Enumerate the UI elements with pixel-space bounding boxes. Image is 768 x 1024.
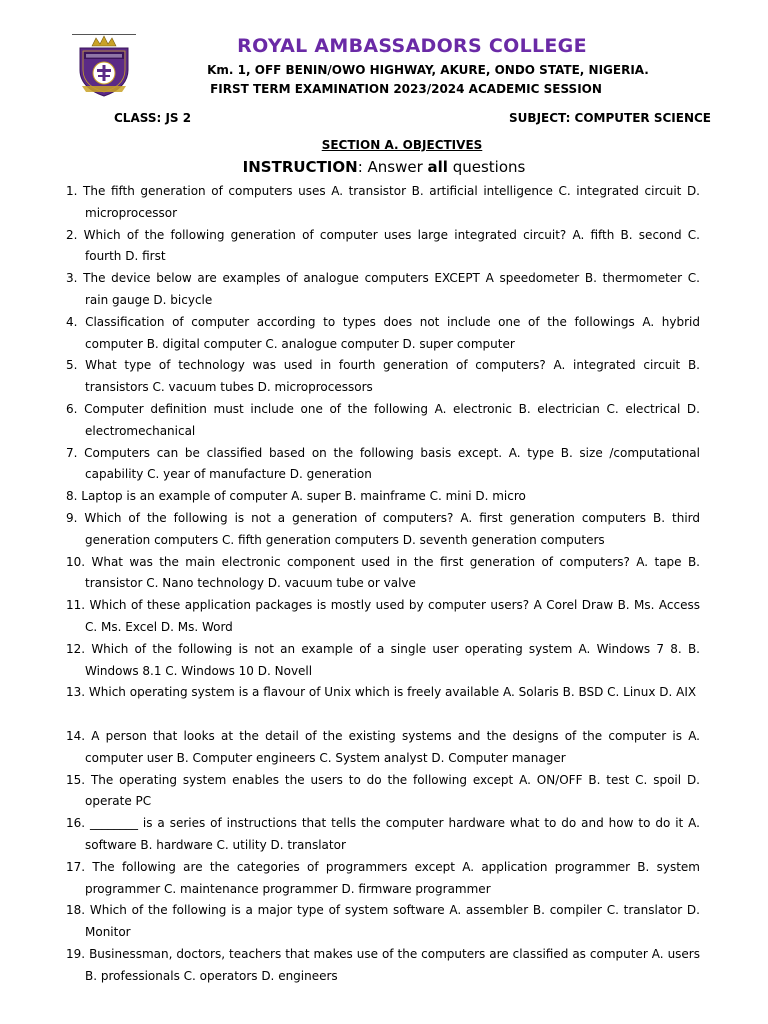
question-item: 14. A person that looks at the detail of the existing systems and the designs of the computer is A. computer user B. Computer engineers C. System analyst D. Computer manager	[66, 728, 700, 765]
question-item: 3. The device below are examples of analogue computers EXCEPT A speedometer B. thermometer C. rain gauge D. bicycle	[66, 271, 700, 307]
subject-label: SUBJECT: COMPUTER SCIENCE	[509, 111, 711, 125]
instruction-text: : Answer	[357, 158, 428, 176]
question-item: 6. Computer definition must include one of the following A. electronic B. electrician C. electrical D. electromechanical	[66, 401, 700, 438]
instruction-label: INSTRUCTION	[242, 158, 358, 176]
question-item: 2. Which of the following generation of computer uses large integrated circuit? A. fifth B. second C. fourth D. first	[66, 227, 700, 264]
school-name: ROYAL AMBASSADORS COLLEGE	[237, 35, 587, 57]
question-item: 16. ________ is a series of instructions that tells the computer hardware what to do and how to do it A. software B. hardware C. utility D. translator	[66, 816, 700, 852]
class-label: CLASS: JS 2	[114, 111, 192, 125]
question-item: 9. Which of the following is not a generation of computers? A. first generation computers B. third generation computers C. fifth generation computers D. seventh generation computers	[66, 510, 700, 547]
question-item: 13. Which operating system is a flavour of Unix which is freely available A. Solaris B. BSD C. Linux D. AIX	[66, 685, 697, 700]
instruction-line	[0, 158, 768, 176]
question-item: 7. Computers can be classified based on the following basis except. A. type B. size /computational capability C. year of manufacture D. generation	[66, 445, 700, 482]
question-item: 4. Classification of computer according to types does not include one of the followings A. hybrid computer B. digital computer C. analogue computer D. super computer	[66, 314, 700, 351]
question-item: 8. Laptop is an example of computer A. super B. mainframe C. mini D. micro	[66, 489, 526, 504]
section-title: SECTION A. OBJECTIVES	[321, 138, 483, 152]
question-item: 1. The fifth generation of computers uses A. transistor B. artificial intelligence C. integrated circuit D. microprocessor	[66, 184, 700, 220]
exam-session: FIRST TERM EXAMINATION 2023/2024 ACADEMIC SESSION	[210, 82, 602, 96]
school-address: Km. 1, OFF BENIN/OWO HIGHWAY, AKURE, ONDO STATE, NIGERIA.	[207, 63, 649, 77]
question-item: 18. Which of the following is a major type of system software A. assembler B. compiler C. translator D. Monitor	[66, 903, 700, 940]
question-item: 12. Which of the following is not an example of a single user operating system A. Windows 7 8. B. Windows 8.1 C. Windows 10 D. Novell	[66, 641, 700, 678]
questions-list	[66, 181, 700, 987]
question-item: 10. What was the main electronic component used in the first generation of computers? A. tape B. transistor C. Nano technology D. vacuum tube or valve	[66, 554, 700, 591]
question-item: 11. Which of these application packages is mostly used by computer users? A Corel Draw B. Ms. Access C. Ms. Excel D. Ms. Word	[66, 598, 700, 634]
instruction-emphasis: all	[427, 158, 448, 176]
question-item: 17. The following are the categories of programmers except A. application programmer B. system programmer C. maintenance programmer D. firmware programmer	[66, 859, 700, 896]
question-item: 19. Businessman, doctors, teachers that makes use of the computers are classified as computer A. users B. professionals C. operators D. engineers	[66, 946, 700, 983]
question-item: 5. What type of technology was used in fourth generation of computers? A. integrated circuit B. transistors C. vacuum tubes D. microprocessors	[66, 358, 700, 395]
question-item: 15. The operating system enables the users to do the following except A. ON/OFF B. test C. spoil D. operate PC	[66, 772, 700, 809]
instruction-text-end: questions	[447, 158, 526, 176]
